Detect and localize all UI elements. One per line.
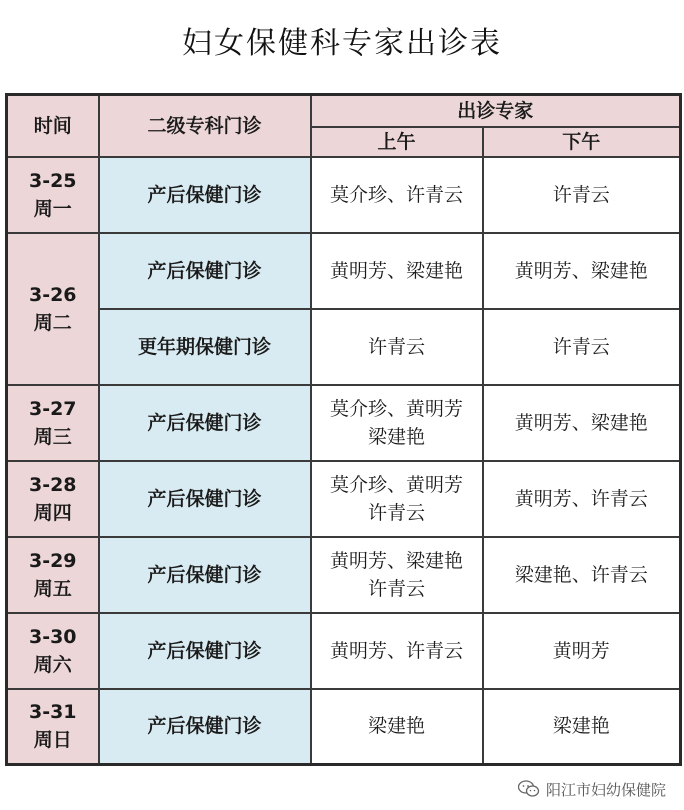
expert-names: 黄明芳、梁建艳	[514, 259, 648, 282]
dept-cell: 产后保健门诊	[99, 537, 311, 613]
am-experts-cell	[311, 233, 483, 309]
expert-names: 莫介珍、许青云	[329, 183, 463, 206]
pm-experts-cell	[483, 537, 681, 613]
dept-cell: 产后保健门诊	[99, 461, 311, 537]
expert-names: 梁建艳	[552, 715, 610, 738]
header-dept: 二级专科门诊	[99, 95, 311, 157]
table-row	[7, 613, 681, 689]
schedule-table	[5, 93, 682, 766]
pm-experts-cell	[483, 233, 681, 309]
page-title: 妇女保健科专家出诊表	[182, 26, 502, 61]
dept-cell: 产后保健门诊	[99, 613, 311, 689]
date-cell	[7, 157, 99, 233]
header-time: 时间	[7, 95, 99, 157]
date-cell	[7, 461, 99, 537]
pm-experts-cell	[483, 309, 681, 385]
pm-experts-cell	[483, 157, 681, 233]
header-pm: 下午	[483, 127, 681, 157]
watermark-text: 阳江市妇幼保健院	[545, 780, 666, 799]
wechat-icon	[518, 780, 540, 798]
expert-names: 许青云	[367, 501, 425, 524]
am-experts-cell	[311, 537, 483, 613]
am-experts-cell	[311, 689, 483, 765]
date-label: 3-30	[28, 625, 77, 648]
expert-names: 黄明芳、梁建艳	[514, 411, 648, 434]
table-row	[7, 385, 681, 461]
expert-names: 黄明芳、梁建艳	[329, 259, 463, 282]
weekday-label: 周五	[33, 577, 72, 600]
weekday-label: 周日	[33, 729, 72, 752]
header-am: 上午	[311, 127, 483, 157]
table-row	[7, 537, 681, 613]
table-row	[7, 233, 681, 309]
table-body	[7, 157, 681, 765]
dept-cell: 产后保健门诊	[99, 689, 311, 765]
dept-cell: 产后保健门诊	[99, 157, 311, 233]
expert-names: 许青云	[367, 335, 425, 358]
expert-names: 梁建艳	[367, 715, 425, 738]
am-experts-cell	[311, 157, 483, 233]
date-label: 3-28	[28, 473, 77, 496]
table-row	[7, 157, 681, 233]
pm-experts-cell	[483, 385, 681, 461]
expert-names: 莫介珍、黄明芳	[329, 397, 463, 420]
dept-cell: 产后保健门诊	[99, 385, 311, 461]
expert-names: 黄明芳、许青云	[514, 487, 648, 510]
am-experts-cell	[311, 461, 483, 537]
table-row	[7, 461, 681, 537]
expert-names: 莫介珍、黄明芳	[329, 473, 463, 496]
date-label: 3-27	[28, 397, 77, 420]
date-label: 3-26	[28, 283, 77, 306]
am-experts-cell	[311, 385, 483, 461]
pm-experts-cell	[483, 461, 681, 537]
weekday-label: 周六	[33, 653, 72, 676]
table-row	[7, 689, 681, 765]
expert-names: 黄明芳、梁建艳	[329, 549, 463, 572]
table-row	[7, 309, 681, 385]
expert-names: 梁建艳	[367, 425, 425, 448]
weekday-label: 周四	[33, 501, 72, 524]
dept-cell: 更年期保健门诊	[99, 309, 311, 385]
weekday-label: 周二	[33, 311, 72, 334]
pm-experts-cell	[483, 689, 681, 765]
weekday-label: 周一	[33, 197, 72, 220]
date-cell	[7, 233, 99, 385]
dept-cell: 产后保健门诊	[99, 233, 311, 309]
expert-names: 许青云	[552, 183, 610, 206]
watermark	[514, 774, 670, 804]
am-experts-cell	[311, 613, 483, 689]
date-cell	[7, 613, 99, 689]
am-experts-cell	[311, 309, 483, 385]
expert-names: 许青云	[367, 577, 425, 600]
expert-names: 黄明芳、许青云	[329, 639, 463, 662]
date-cell	[7, 689, 99, 765]
expert-names: 梁建艳、许青云	[514, 563, 648, 586]
table-header	[7, 95, 681, 157]
date-cell	[7, 537, 99, 613]
pm-experts-cell	[483, 613, 681, 689]
expert-names: 许青云	[552, 335, 610, 358]
date-cell	[7, 385, 99, 461]
date-label: 3-31	[28, 701, 77, 724]
weekday-label: 周三	[33, 425, 72, 448]
date-label: 3-25	[28, 169, 77, 192]
expert-names: 黄明芳	[552, 639, 610, 662]
header-experts: 出诊专家	[311, 95, 681, 127]
date-label: 3-29	[28, 549, 77, 572]
